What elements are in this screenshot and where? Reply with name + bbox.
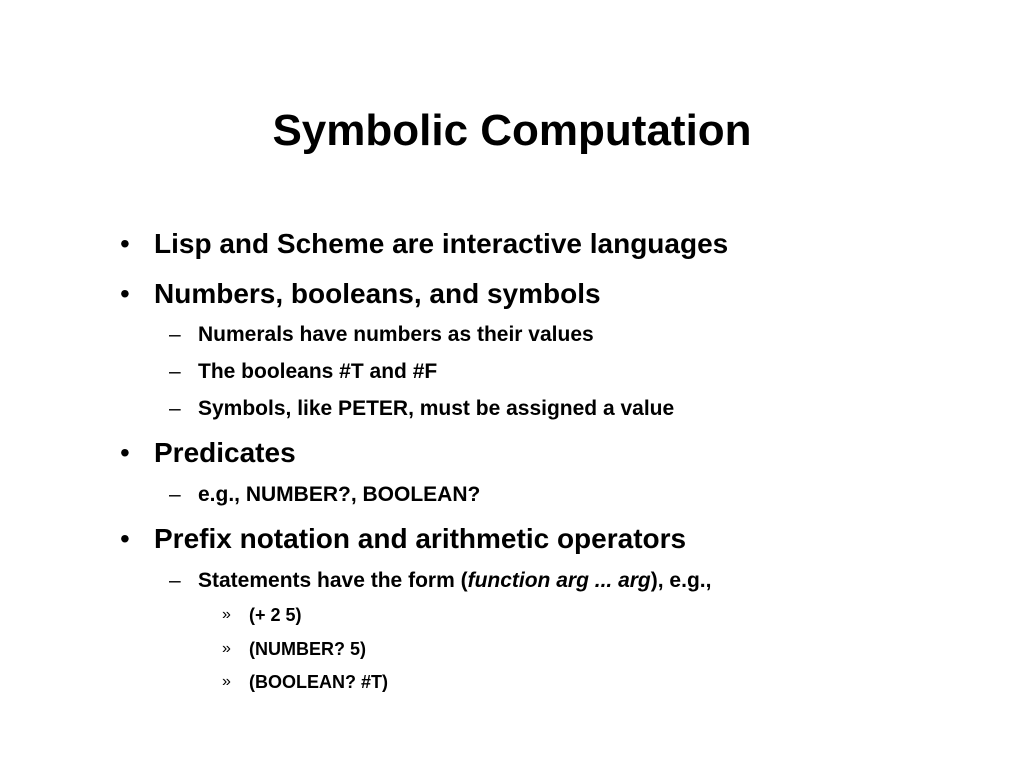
sub-bullet-item xyxy=(169,322,594,348)
sub-bullet-text: e.g., NUMBER?, BOOLEAN? xyxy=(198,483,481,506)
guillemet-marker: » xyxy=(222,640,231,657)
sub-sub-bullet-text: (+ 2 5) xyxy=(249,605,302,625)
sub-sub-bullet-text: (BOOLEAN? #T) xyxy=(249,672,388,692)
bullet-text: Prefix notation and arithmetic operators xyxy=(154,523,687,554)
sub-bullet-item xyxy=(169,396,675,422)
sub-sub-bullet-item xyxy=(222,671,388,693)
dash-marker: – xyxy=(169,397,181,420)
sub-bullet-text: Symbols, like PETER, must be assigned a value xyxy=(198,397,675,420)
sub-sub-bullet-item xyxy=(222,638,366,660)
sub-bullet-text: Numerals have numbers as their values xyxy=(198,323,594,346)
dash-marker: – xyxy=(169,360,181,383)
bullet-item xyxy=(120,277,601,311)
bullet-text: Numbers, booleans, and symbols xyxy=(154,278,601,309)
bullet-marker: • xyxy=(120,228,130,259)
guillemet-marker: » xyxy=(222,606,231,623)
bullet-marker: • xyxy=(120,523,130,554)
bullet-text: Lisp and Scheme are interactive languages xyxy=(154,228,729,259)
sub-sub-bullet-text: (NUMBER? 5) xyxy=(249,639,366,659)
sub-bullet-text-suffix: ), e.g., xyxy=(650,569,712,592)
guillemet-marker: » xyxy=(222,673,231,690)
slide-title: Symbolic Computation xyxy=(272,106,752,155)
sub-bullet-text: The booleans #T and #F xyxy=(198,360,438,383)
sub-bullet-text-prefix: Statements have the form ( xyxy=(198,569,468,592)
dash-marker: – xyxy=(169,569,181,592)
bullet-item xyxy=(120,436,296,470)
dash-marker: – xyxy=(169,323,181,346)
bullet-marker: • xyxy=(120,278,130,309)
bullet-item xyxy=(120,522,687,556)
sub-bullet-item xyxy=(169,568,712,594)
bullet-item xyxy=(120,227,729,261)
sub-bullet-text-emphasis: function arg ... arg xyxy=(467,569,651,592)
bullet-marker: • xyxy=(120,437,130,468)
sub-bullet-item xyxy=(169,359,438,385)
sub-sub-bullet-item xyxy=(222,604,302,626)
bullet-text: Predicates xyxy=(154,437,296,468)
sub-bullet-item xyxy=(169,482,481,508)
dash-marker: – xyxy=(169,483,181,506)
